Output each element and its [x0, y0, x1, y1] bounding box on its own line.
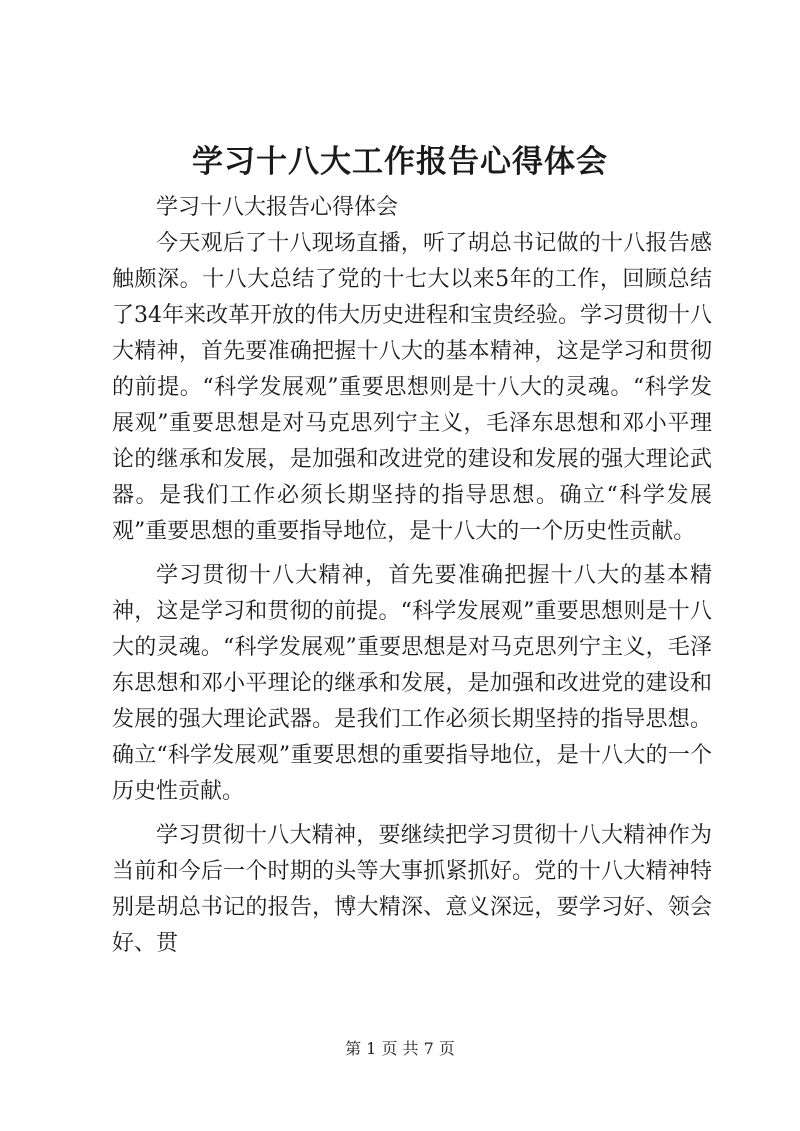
- paragraph-1: 今天观后了十八现场直播，听了胡总书记做的十八报告感触颇深。十八大总结了党的十七大以来5年的工作，回顾总结了34年来改革开放的伟大历史进程和宝贵经验。学习贯彻十八大精神，首先要准确把握十八大的基本精神，这是学习和贯彻的前提。“科学发展观”重要思想则是十八大的灵魂。“科学发展观”重要思想是对马克思列宁主义，毛泽东思想和邓小平理论的继承和发展，是加强和改进党的建设和发展的强大理论武器。是我们工作必须长期坚持的指导思想。确立“科学发展观”重要思想的重要指导地位，是十八大的一个历史性贡献。: [112, 231, 712, 544]
- paragraph-2: 学习贯彻十八大精神，首先要准确把握十八大的基本精神，这是学习和贯彻的前提。“科学发展观”重要思想则是十八大的灵魂。“科学发展观”重要思想是对马克思列宁主义，毛泽东思想和邓小平理论的继承和发展，是加强和改进党的建设和发展的强大理论武器。是我们工作必须长期坚持的指导思想。确立“科学发展观”重要思想的重要指导地位，是十八大的一个历史性贡献。: [112, 563, 712, 804]
- paragraph-subtitle: 学习十八大报告心得体会: [156, 195, 399, 220]
- paragraph-3: 学习贯彻十八大精神，要继续把学习贯彻十八大精神作为当前和今后一个时期的头等大事抓紧抓好。党的十八大精神特别是胡总书记的报告，博大精深、意义深远，要学习好、领会好、贯: [112, 823, 712, 956]
- document-title: 学习十八大工作报告心得体会: [192, 144, 608, 180]
- page-number-footer: 第 1 页 共 7 页: [345, 1039, 455, 1058]
- document-body: [112, 190, 712, 962]
